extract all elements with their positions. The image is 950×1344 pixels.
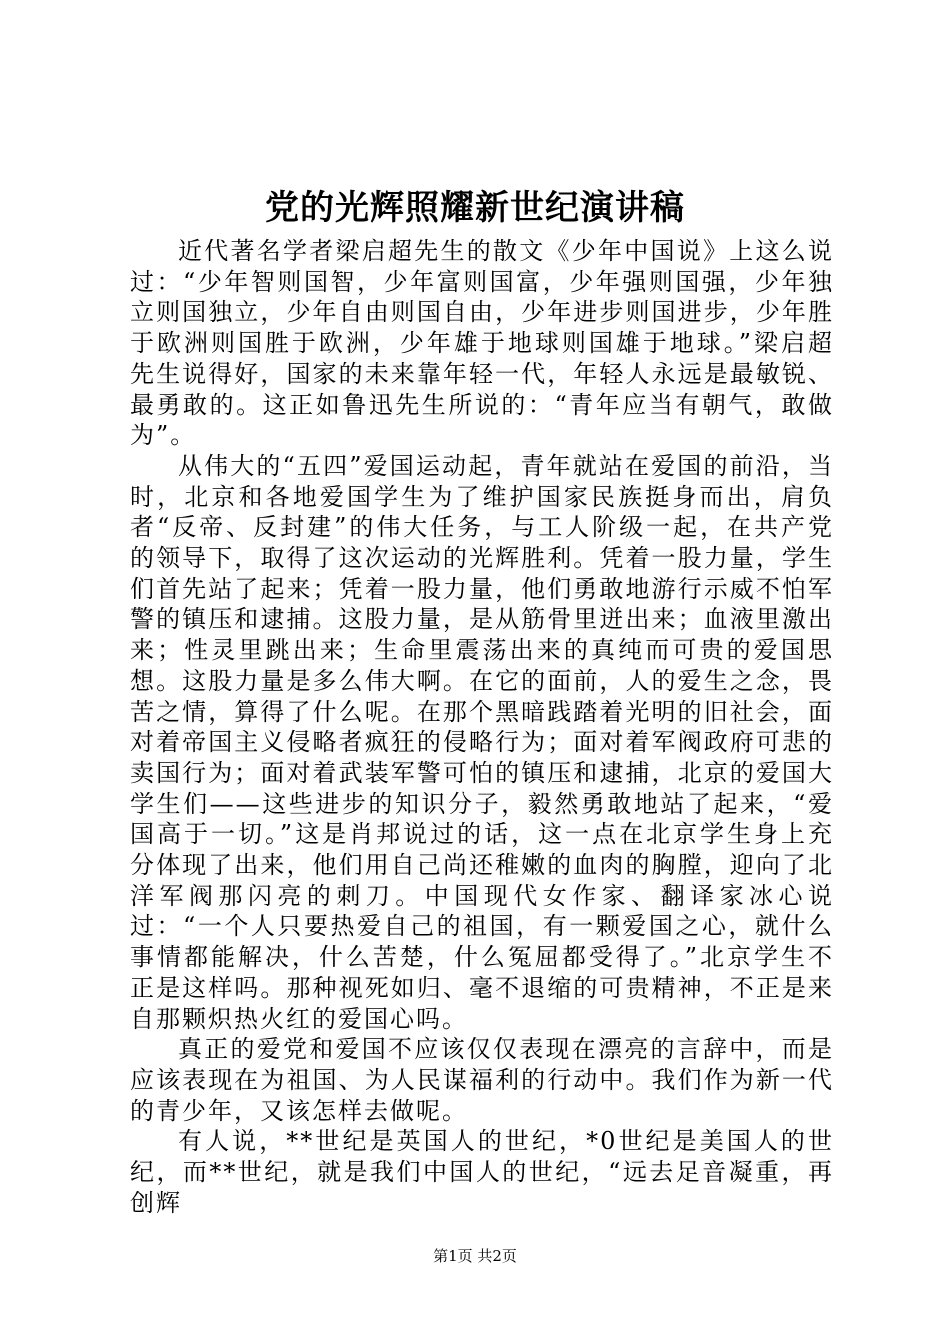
paragraph-3: 真正的爱党和爱国不应该仅仅表现在漂亮的言辞中，而是应该表现在为祖国、为人民谋福利的行动中。我们作为新一代的青少年，又该怎样去做呢。 <box>130 1035 834 1125</box>
paragraph-1: 近代著名学者梁启超先生的散文《少年中国说》上这么说过：“少年智则国智，少年富则国富，少年强则国强，少年独立则国独立，少年自由则国自由，少年进步则国进步，少年胜于欧洲则国胜于欧洲，少年雄于地球则国雄于地球。”梁启超先生说得好，国家的未来靠年轻一代，年轻人永远是最敏锐、最勇敢的。这正如鲁迅先生所说的：“青年应当有朝气，敢做为”。 <box>130 237 834 450</box>
page-footer: 第1页 共2页 <box>433 1247 517 1265</box>
document-title: 党的光辉照耀新世纪演讲稿 <box>265 188 685 228</box>
paragraph-2: 从伟大的“五四”爱国运动起，青年就站在爱国的前沿，当时，北京和各地爱国学生为了维护国家民族挺身而出，肩负者“反帝、反封建”的伟大任务，与工人阶级一起，在共产党的领导下，取得了这次运动的光辉胜利。凭着一股力量，学生们首先站了起来；凭着一股力量，他们勇敢地游行示威不怕军警的镇压和逮捕。这股力量，是从筋骨里迸出来；血液里激出来；性灵里跳出来；生命里震荡出来的真纯而可贵的爱国思想。这股力量是多么伟大啊。在它的面前，人的爱生之念，畏苦之情，算得了什么呢。在那个黑暗践踏着光明的旧社会，面对着帝国主义侵略者疯狂的侵略行为；面对着军阀政府可悲的卖国行为；面对着武装军警可怕的镇压和逮捕，北京的爱国大学生们——这些进步的知识分子，毅然勇敢地站了起来，“爱国高于一切。”这是肖邦说过的话，这一点在北京学生身上充分体现了出来，他们用自己尚还稚嫩的血肉的胸膛，迎向了北洋军阀那闪亮的刺刀。中国现代女作家、翻译家冰心说过：“一个人只要热爱自己的祖国，有一颗爱国之心，就什么事情都能解决，什么苦楚，什么冤屈都受得了。”北京学生不正是这样吗。那种视死如归、毫不退缩的可贵精神，不正是来自那颗炽热火红的爱国心吗。 <box>130 451 834 1033</box>
document-body <box>130 236 834 1219</box>
paragraph-4: 有人说，**世纪是英国人的世纪，*0世纪是美国人的世纪，而**世纪，就是我们中国人的世纪，“远去足音凝重，再创辉 <box>130 1127 834 1217</box>
